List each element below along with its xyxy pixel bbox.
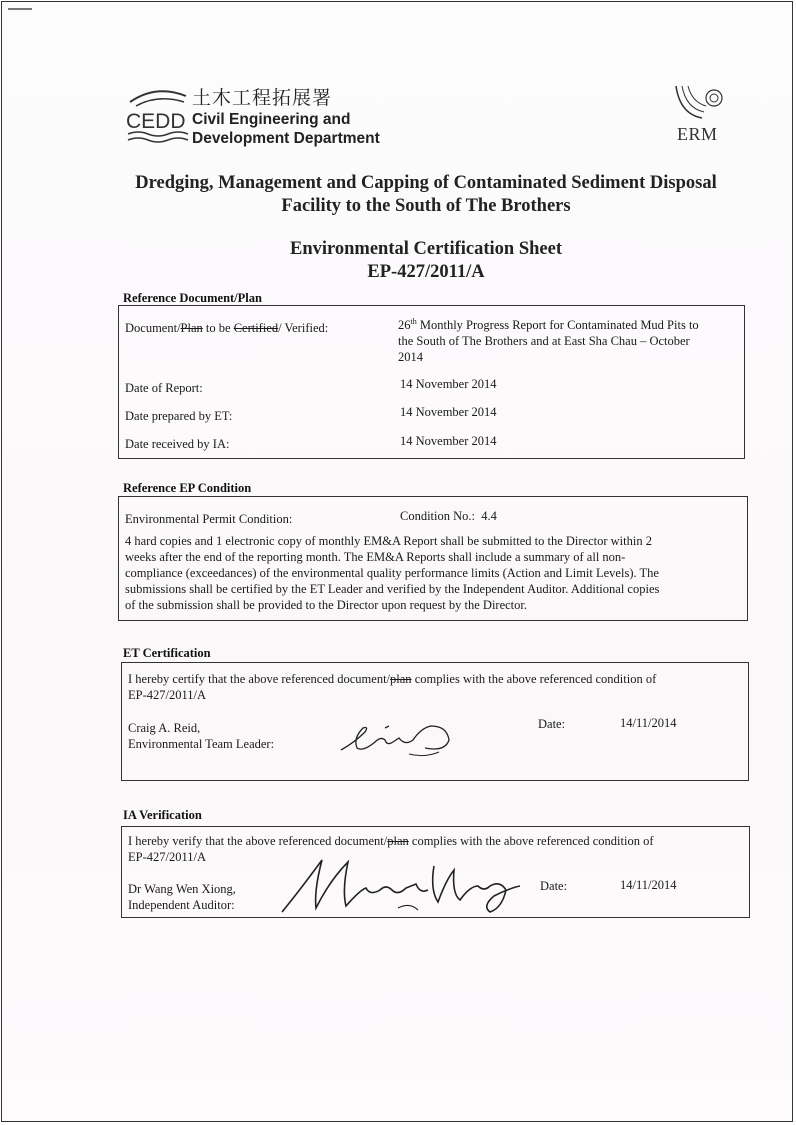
- reference-ep-heading: Reference EP Condition: [123, 481, 252, 495]
- reference-document-heading: Reference Document/Plan: [123, 291, 262, 305]
- ia-date-label: Date:: [540, 879, 568, 893]
- document-value: 26th Monthly Progress Report for Contaminated Mud Pits to the South of The Brothers and at East Sha Chau – October 2014: [398, 317, 699, 365]
- date-of-report-value: 14 November 2014: [400, 377, 497, 391]
- ia-signature-icon: [270, 850, 530, 920]
- et-certification-heading: ET Certification: [123, 646, 211, 660]
- condition-text: 4 hard copies and 1 electronic copy of monthly EM&A Report shall be submitted to the Director within 2 weeks after the end of the reporting month. The EM&A Reports shall include a summary of all non- compliance (exceedances) of the environmental quality performance limits (Action and Limit Levels). The submissions shall be certified by the ET Leader and verified by the Independent Auditor. Additional copies of the submission shall be provided to the Director upon request by the Director.: [125, 534, 660, 612]
- et-signatory: Craig A. Reid, Environmental Team Leader:: [128, 721, 275, 751]
- condition-number: Condition No.: 4.4: [400, 509, 497, 523]
- scan-mark: [8, 8, 32, 10]
- date-prepared-value: 14 November 2014: [400, 405, 497, 419]
- et-date-label: Date:: [538, 717, 566, 731]
- org-english-name: Civil Engineering and Development Department: [192, 111, 380, 147]
- et-statement: I hereby certify that the above referenced document/plan complies with the above referenced condition of EP-427/2011/A: [128, 672, 657, 702]
- sheet-title: Environmental Certification Sheet EP-427/2011/A: [290, 239, 562, 282]
- condition-label: Environmental Permit Condition:: [125, 512, 293, 526]
- et-date-value: 14/11/2014: [620, 716, 677, 730]
- et-signature-icon: [335, 712, 460, 762]
- ia-signatory: Dr Wang Wen Xiong, Independent Auditor:: [128, 882, 236, 912]
- document-label: Document/Plan to be Certified/ Verified:: [125, 321, 329, 335]
- cedd-logo-icon: [126, 82, 190, 146]
- project-title: Dredging, Management and Capping of Contaminated Sediment Disposal Facility to the South of The Brothers: [135, 173, 717, 216]
- date-prepared-label: Date prepared by ET:: [125, 409, 233, 423]
- ia-verification-heading: IA Verification: [123, 808, 202, 822]
- date-received-value: 14 November 2014: [400, 434, 497, 448]
- date-of-report-label: Date of Report:: [125, 381, 203, 395]
- date-received-label: Date received by IA:: [125, 437, 230, 451]
- erm-logo-text: ERM: [677, 124, 718, 144]
- org-chinese-name: 土木工程拓展署: [192, 87, 333, 109]
- ia-statement: I hereby verify that the above referenced document/plan complies with the above referenced condition of EP-427/2011/A: [128, 834, 654, 864]
- ia-date-value: 14/11/2014: [620, 878, 677, 892]
- erm-logo-icon: [672, 84, 724, 122]
- svg-text:CEDD: CEDD: [126, 110, 186, 133]
